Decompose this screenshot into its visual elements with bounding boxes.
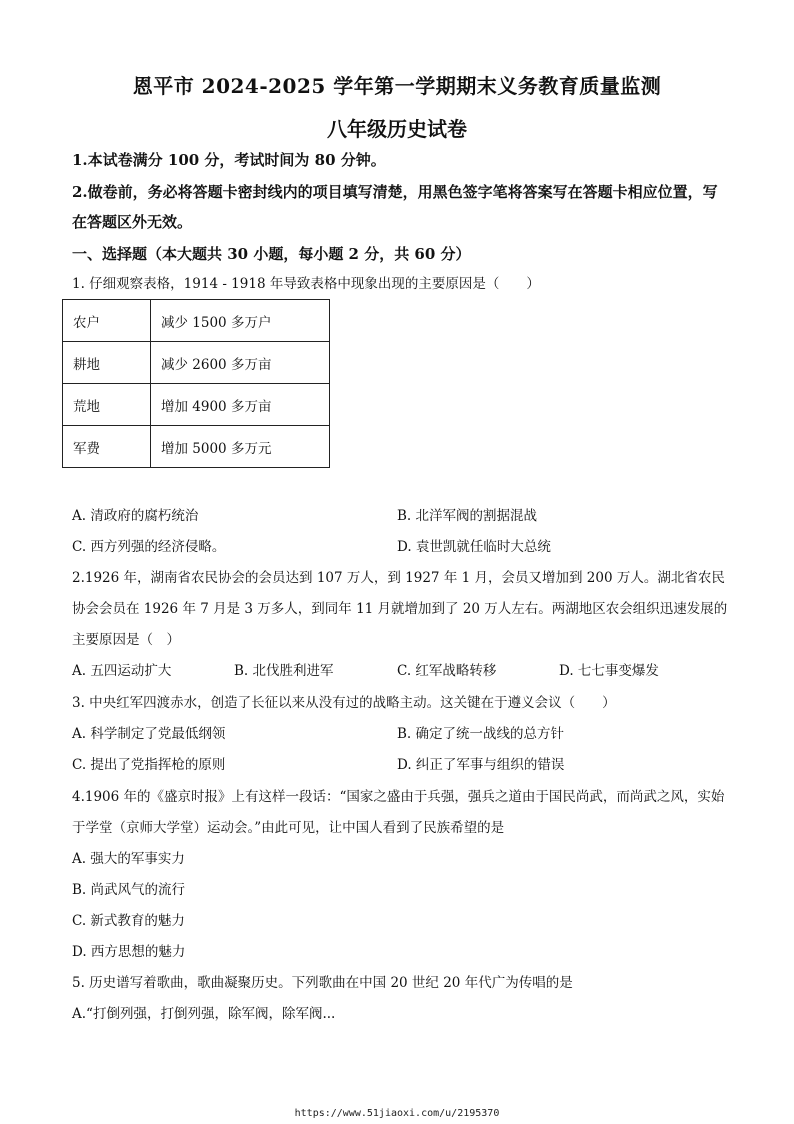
table-row — [63, 384, 330, 426]
q3-option-b: B. 确定了统一战线的总方针 — [397, 726, 565, 742]
note-1: 1.本试卷满分 100 分，考试时间为 80 分钟。 — [72, 151, 386, 169]
footer-watermark: https://www.51jiaoxi.com/u/2195370 — [294, 1108, 500, 1119]
table-cell: 军费 — [63, 426, 151, 468]
table-cell: 减少 1500 多万户 — [151, 300, 330, 342]
q4-option-c: C. 新式教育的魅力 — [72, 913, 185, 929]
q4-option-a: A. 强大的军事实力 — [72, 851, 185, 867]
q2-option-c: C. 红军战略转移 — [397, 663, 497, 679]
table-cell: 增加 5000 多万元 — [151, 426, 330, 468]
table-cell: 农户 — [63, 300, 151, 342]
table-cell: 增加 4900 多万亩 — [151, 384, 330, 426]
question-5-stem: 5. 历史谱写着歌曲，歌曲凝聚历史。下列歌曲在中国 20 世纪 20 年代广为传唱的是 — [72, 975, 573, 991]
exam-title: 恩平市 2024-2025 学年第一学期期末义务教育质量监测 — [132, 74, 662, 98]
table-row — [63, 300, 330, 342]
q3-option-d: D. 纠正了军事与组织的错误 — [397, 757, 565, 773]
question-2-stem: 2.1926 年，湖南省农民协会的会员达到 107 万人，到 1927 年 1 月，会员又增加到 200 万人。湖北省农民协会会员在 1926 年 7 月是 3 万多人，到同年 11 月就增加到了 20 万人左右。两湖地区农会组织迅速发展的主要原因是（ ） — [72, 570, 728, 648]
exam-subtitle: 八年级历史试卷 — [327, 117, 467, 141]
note-2: 2.做卷前，务必将答题卡密封线内的项目填写清楚，用黑色签字笔将答案写在答题卡相应位置，写在答题区外无效。 — [72, 183, 718, 231]
question-1-stem: 1. 仔细观察表格，1914 - 1918 年导致表格中现象出现的主要原因是（ ） — [72, 276, 540, 292]
q4-option-d: D. 西方思想的魅力 — [72, 944, 186, 960]
table-cell: 荒地 — [63, 384, 151, 426]
question-3-stem: 3. 中央红军四渡赤水，创造了长征以来从没有过的战略主动。这关键在于遵义会议（ ） — [72, 695, 616, 711]
q1-option-c: C. 西方列强的经济侵略。 — [72, 539, 226, 555]
q3-option-a: A. 科学制定了党最低纲领 — [72, 726, 226, 742]
question-1-table — [62, 299, 330, 468]
q5-option-a: A.“打倒列强，打倒列强，除军阀，除军阀... — [72, 1006, 336, 1022]
question-4-stem: 4.1906 年的《盛京时报》上有这样一段话：“国家之盛由于兵强，强兵之道由于国民尚武，而尚武之风，实始于学堂（京师大学堂）运动会。”由此可见，让中国人看到了民族希望的是 — [72, 789, 725, 836]
q2-option-a: A. 五四运动扩大 — [72, 663, 172, 679]
q2-option-b: B. 北伐胜利进军 — [234, 663, 334, 679]
table-cell: 减少 2600 多万亩 — [151, 342, 330, 384]
table-row — [63, 342, 330, 384]
section-heading: 一、选择题（本大题共 30 小题，每小题 2 分，共 60 分） — [72, 245, 471, 263]
table-cell: 耕地 — [63, 342, 151, 384]
q2-option-d: D. 七七事变爆发 — [559, 663, 659, 679]
table-row — [63, 426, 330, 468]
q1-option-b: B. 北洋军阀的割据混战 — [397, 508, 538, 524]
q1-option-d: D. 袁世凯就任临时大总统 — [397, 539, 551, 555]
q3-option-c: C. 提出了党指挥枪的原则 — [72, 757, 226, 773]
q4-option-b: B. 尚武风气的流行 — [72, 882, 186, 898]
q1-option-a: A. 清政府的腐朽统治 — [72, 508, 199, 524]
